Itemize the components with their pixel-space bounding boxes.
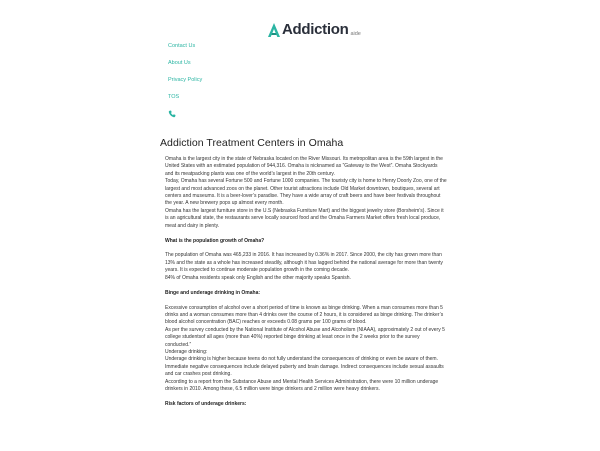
site-logo[interactable]	[267, 18, 361, 38]
section-heading-binge-drinking: Binge and underage drinking in Omaha:	[165, 289, 261, 296]
section-heading-risk-factors: Risk factors of underage drinkers:	[165, 400, 247, 407]
nav-link-about-us[interactable]: About Us	[168, 60, 191, 66]
nav-link-tos[interactable]: TOS	[168, 94, 180, 100]
site-nav	[168, 40, 202, 118]
nav-link-privacy-policy[interactable]: Privacy Policy	[168, 77, 203, 83]
phone-icon[interactable]	[168, 110, 176, 118]
nav-link-contact-us[interactable]: Contact Us	[168, 43, 196, 49]
binge-drinking-paragraph: Excessive consumption of alcohol over a short period of time is known as binge drinking. When a man consumes more than 5 drinks and a woman consumes more than 4 drinks over the course of 2 hours, it is considered as binge drinking. The drinker’s blood alcohol concentration (BAC) reaches or exceeds 0.08 grams per 100 grams of blood. As per the survey conducted by the National Institute of Alcohol Abuse and Alcoholism (NIAAA), approximately 2 out of every 5 college studentsof all ages (more than 40%) reported binge drinking at least once in the 2 weeks prior to the survey conducted.” Underage drinking: Underage drinking is higher because teens do not fully understand the consequences of drinking or even be aware of them. Immediate negative consequences include delayed puberty and brain damage. Indirect consequences include sexual assaults and car crashes post drinking. According to a report from the Substance Abuse and Mental Health Services Administration, there were 10 million underage drinkers in 2010. Among these, 6.5 million were binge drinkers and 2 million were heavy drinkers.	[165, 304, 445, 392]
population-paragraph: The population of Omaha was 465,233 in 2016. It has increased by 0.36% in 2017. Since 2000, the city has grown more than 13% and the state as a whole has increased steadily, although it has lagged behind the national average for more than twenty years. It is expected to continue moderate population growth in the coming decade. 84% of Omaha residents speak only English and the other majority speaks Spanish.	[165, 252, 443, 281]
logo-subtext: aide	[350, 31, 361, 37]
logo-wordmark: Addiction	[282, 21, 349, 38]
logo-mark-icon	[267, 22, 281, 38]
section-heading-population: What is the population growth of Omaha?	[165, 237, 265, 244]
article-body	[165, 156, 447, 416]
intro-paragraph: Omaha is the largest city in the state of Nebraska located on the River Missouri. Its metropolitan area is the 59th largest in the United States with an estimated population of 944,316. Omaha is nicknamed as “Gateway to the West”. Omaha Stockyards and its meatpacking plants was one of the world’s largest in the 20th century. Today, Omaha has several Fortune 500 and Fortune 1000 companies. The touristy city is home to Henry Doorly Zoo, one of the largest and most advanced zoos on the planet. Other tourist attractions include Old Market downtown, boutiques, several art centers and museums. It is a beer-lover’s paradise. They have a wide array of craft beers and have beer festivals throughout the year. A new brewery pops up almost every month. Omaha has the largest furniture store in the U.S (Nebraska Furniture Mart) and the biggest jewelry store (Borsheim’s). Since it is an agricultural state, the restaurants serve locally sourced food and the Omaha Farmers Market offers fresh local produce, meat and dairy in plenty.	[165, 156, 447, 229]
page-title: Addiction Treatment Centers in Omaha	[160, 137, 344, 149]
